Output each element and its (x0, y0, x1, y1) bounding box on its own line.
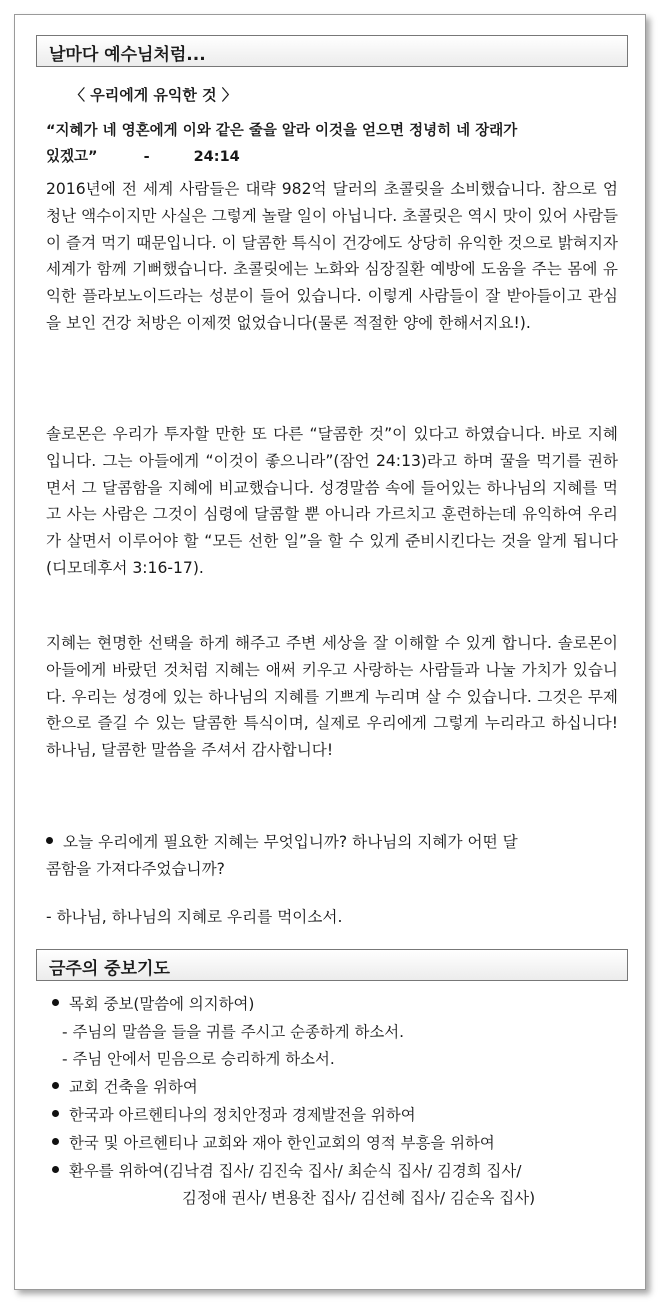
list-item: 목회 중보(말씀에 의지하여) (52, 992, 254, 1016)
question-line-2: 콤함을 가져다주었습니까? (46, 859, 225, 878)
list-item: 한국과 아르헨티나의 정치안정과 경제발전을 위하여 (52, 1103, 416, 1127)
paragraph-1: 2016년에 전 세계 사람들은 대략 982억 달러의 초콜릿을 소비했습니다. 참으로 엄청난 액수이지만 사실은 그렇게 놀랄 일이 아닙니다. 초콜릿은 역시 맛이 있어 사람들이 즐겨 먹기 때문입니다. 이 달콤한 특식이 건강에도 상당히 유익한 것으로 밝혀지자 세계가 함께 기뻐했습니다. 초콜릿에는 노화와 심장질환 예방에 도움을 주는 몸에 유익한 플라보노이드라는 성분이 들어 있습니다. 이렇게 사람들이 잘 받아들이고 관심을 보인 건강 처방은 이제껏 없었습니다(물론 적절한 양에 한해서지요!). (46, 180, 618, 332)
bullet-dot (52, 999, 59, 1006)
intercession-title: 금주의 중보기도 (49, 959, 170, 979)
list-item: - 주님 안에서 믿음으로 승리하게 하소서. (62, 1050, 335, 1068)
bullet-dot (52, 1138, 59, 1145)
verse-line-1: “지혜가 네 영혼에게 이와 같은 줄을 알라 이것을 얻으면 정녕히 네 장래가 (46, 123, 518, 139)
question-line-1: 오늘 우리에게 필요한 지혜는 무엇입니까? 하나님의 지혜가 어떤 달 (46, 829, 518, 856)
verse-line-2 (46, 144, 616, 170)
verse-dash: - (143, 149, 150, 165)
section-title-daily (36, 35, 628, 67)
bullet-dot (52, 1082, 59, 1089)
daily-title: 날마다 예수님처럼... (49, 45, 206, 65)
list-item: 김정애 권사/ 변용찬 집사/ 김선혜 집사/ 김순옥 집사) (182, 1189, 536, 1207)
bullet-dot (46, 837, 53, 844)
paragraph-2: 솔로몬은 우리가 투자할 만한 또 다른 “달콤한 것”이 있다고 하였습니다. 바로 지혜입니다. 그는 아들에게 “이것이 좋으니라”(잠언 24:13)라고 하며 꿀을 먹기를 권하면서 그 달콤함을 지혜에 비교했습니다. 성경말씀 속에 들어있는 하나님의 지혜를 먹고 사는 사람은 그것이 심령에 달콤할 뿐 아니라 가르치고 훈련하는데 유익하여 우리가 살면서 이루어야 할 “모든 선한 일”을 할 수 있게 준비시킨다는 것을 알게 됩니다 (디모데후서 3:16-17). (46, 425, 618, 577)
closing-prayer: - 하나님, 하나님의 지혜로 우리를 먹이소서. (46, 908, 343, 926)
verse-line-2-text: 있겠고” (46, 149, 98, 165)
section-title-intercession (36, 949, 628, 981)
devotion-subtitle: 〈 우리에게 유익한 것 〉 (70, 86, 237, 104)
bullet-dot (52, 1166, 59, 1173)
list-item: 환우를 위하여(김낙겸 집사/ 김진숙 집사/ 최순식 집사/ 김경희 집사/ (52, 1159, 521, 1183)
list-item: 한국 및 아르헨티나 교회와 재아 한인교회의 영적 부흥을 위하여 (52, 1131, 495, 1155)
list-item: 교회 건축을 위하여 (52, 1075, 198, 1099)
bullet-dot (52, 1110, 59, 1117)
reflection-question (46, 829, 518, 883)
paragraph-3: 지혜는 현명한 선택을 하게 해주고 주변 세상을 잘 이해할 수 있게 합니다. 솔로몬이 아들에게 바랐던 것처럼 지혜는 애써 키우고 사랑하는 사람들과 나눌 가치가 있습니다. 우리는 성경에 있는 하나님의 지혜를 기쁘게 누리며 살 수 있습니다. 그것은 무제한으로 즐길 수 있는 달콤한 특식이며, 실제로 우리에게 그렇게 누리라고 하십니다! 하나님, 달콤한 말씀을 주셔서 감사합니다! (46, 634, 618, 760)
list-item: - 주님의 말씀을 들을 귀를 주시고 순종하게 하소서. (62, 1023, 405, 1041)
verse-reference: 24:14 (193, 149, 240, 165)
scripture-verse (46, 118, 616, 170)
